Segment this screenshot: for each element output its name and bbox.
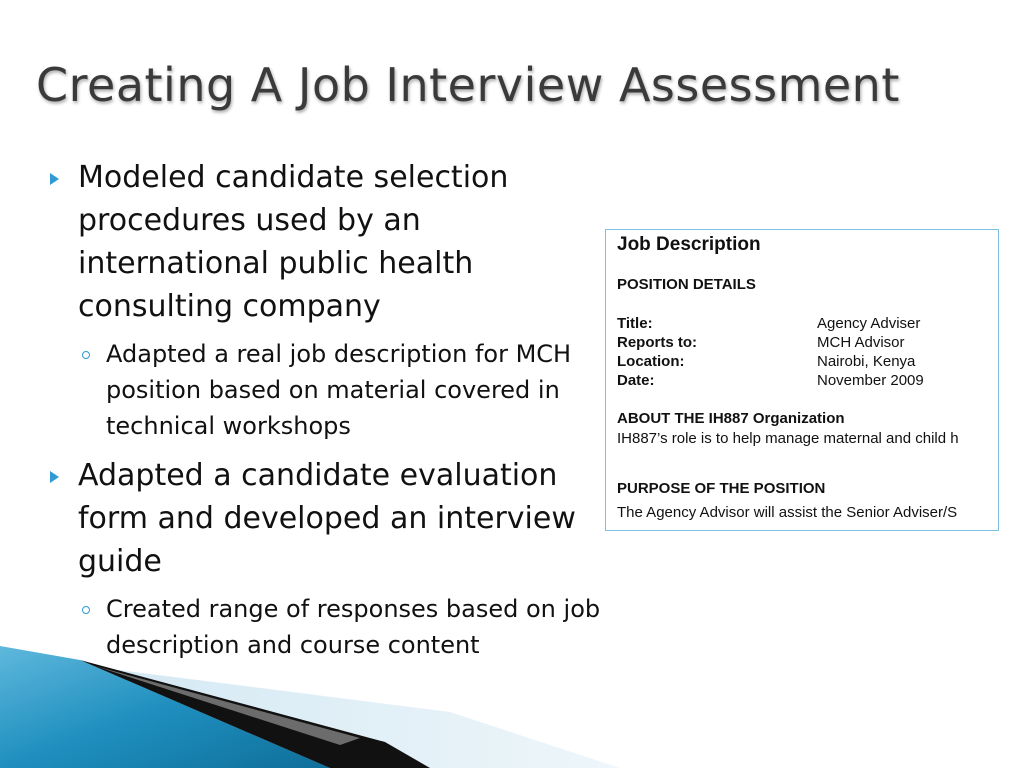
job-description-heading: Job Description [617,234,761,255]
detail-key: Location: [617,353,685,370]
detail-key: Title: [617,315,653,332]
purpose-text: The Agency Advisor will assist the Senior Adviser/S [617,504,958,521]
detail-row-reports-to [617,334,905,351]
bullet-item [46,454,606,583]
about-text: IH887’s role is to help manage maternal and child h [617,430,959,447]
sub-bullet-text: Created range of responses based on job description and course content [106,595,601,659]
detail-value: MCH Advisor [817,334,905,351]
detail-value: Agency Adviser [817,315,921,332]
bullet-text: Modeled candidate selection procedures used by an international public health consulting company [78,160,509,324]
position-details-label: POSITION DETAILS [617,276,756,293]
detail-key: Reports to: [617,334,697,351]
hollow-circle-icon [82,351,90,359]
bullet-item [46,156,606,328]
about-label: ABOUT THE IH887 Organization [617,410,845,427]
bullet-text: Adapted a candidate evaluation form and developed an interview guide [78,458,576,579]
detail-row-date [617,372,924,389]
purpose-label: PURPOSE OF THE POSITION [617,480,826,497]
detail-key: Date: [617,372,655,389]
sub-bullet-item [46,591,606,663]
detail-value: Nairobi, Kenya [817,353,916,370]
detail-value: November 2009 [817,372,924,389]
detail-row-location [617,353,915,370]
slide-title: Creating A Job Interview Assessment [36,58,900,112]
sub-bullet-item [46,336,606,444]
detail-row-title [617,315,920,332]
sub-bullet-text: Adapted a real job description for MCH position based on material covered in technical workshops [106,340,572,440]
hollow-circle-icon [82,606,90,614]
triangle-right-icon [50,471,59,483]
bullet-list [46,156,606,673]
triangle-right-icon [50,173,59,185]
job-description-image [605,229,999,531]
